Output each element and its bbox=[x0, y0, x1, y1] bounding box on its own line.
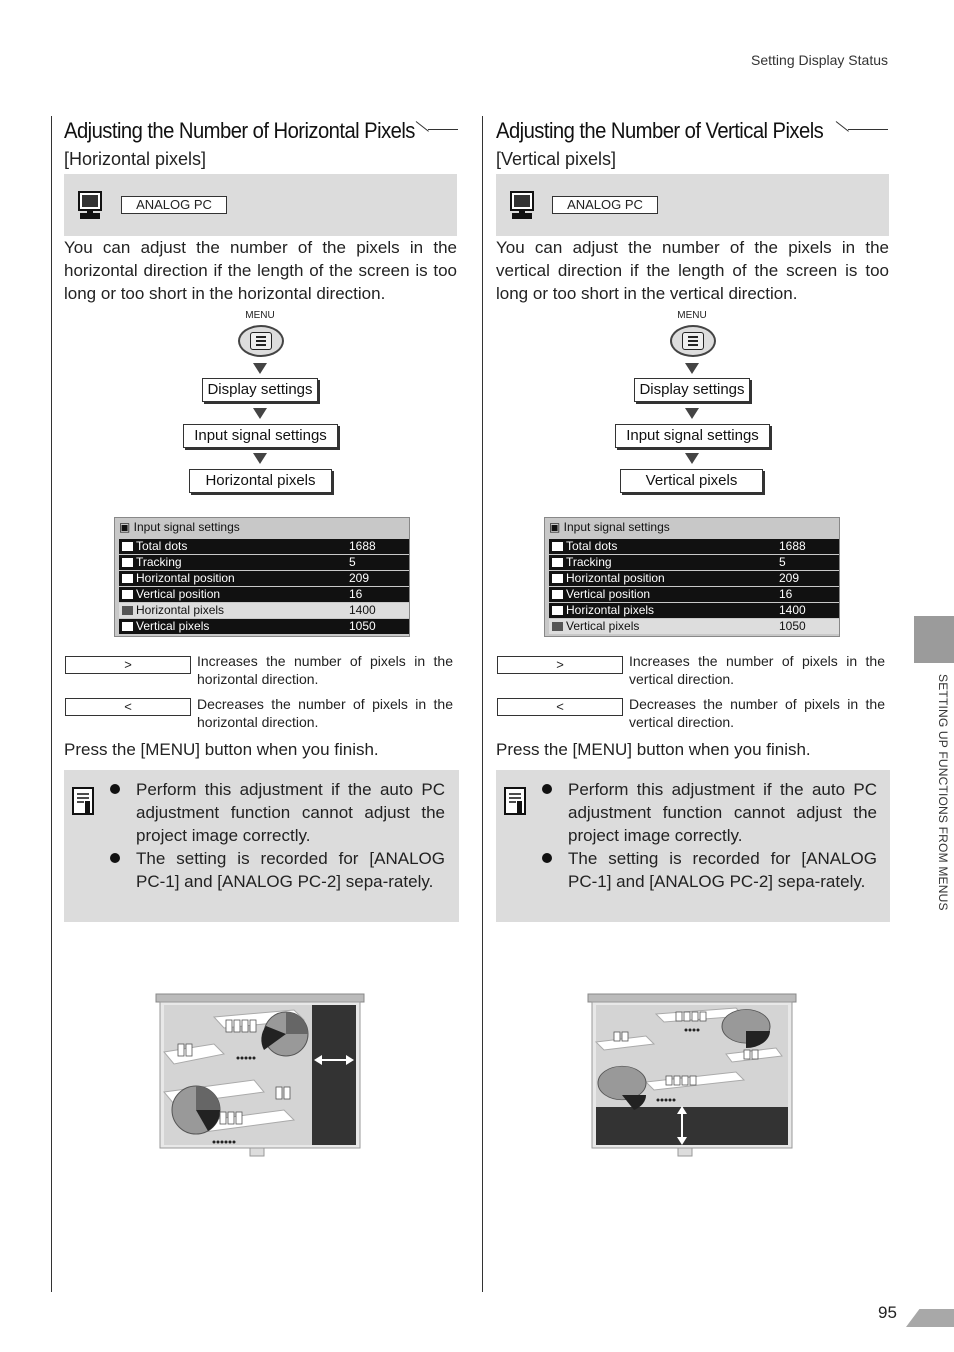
row-icon bbox=[552, 606, 563, 615]
vertical-pixels-section bbox=[496, 112, 892, 1212]
osd-row: Total dots 1688 bbox=[119, 539, 409, 554]
left-key: < bbox=[65, 698, 191, 716]
right-key: > bbox=[65, 656, 191, 674]
flow-vertical-pixels: Vertical pixels bbox=[620, 469, 763, 493]
press-menu-text: Press the [MENU] button when you finish. bbox=[64, 740, 379, 759]
menu-button bbox=[670, 325, 716, 357]
row-icon bbox=[552, 590, 563, 599]
osd-title: ▣ Input signal settings bbox=[119, 520, 240, 534]
osd-input-signal-settings bbox=[544, 517, 840, 637]
title-rule bbox=[428, 129, 458, 130]
osd-row: Vertical position 16 bbox=[119, 587, 409, 602]
projection-screen-vertical-illustration bbox=[586, 992, 798, 1162]
projection-screen-horizontal-illustration bbox=[154, 992, 366, 1162]
flow-arrow bbox=[685, 453, 699, 464]
note-box bbox=[496, 770, 890, 922]
page-number: 95 bbox=[878, 1303, 897, 1322]
bullet bbox=[110, 853, 120, 863]
left-key: < bbox=[497, 698, 623, 716]
section-title: Adjusting the Number of Vertical Pixels bbox=[496, 118, 824, 143]
page-corner-tab bbox=[906, 1309, 954, 1327]
row-icon bbox=[122, 574, 133, 583]
left-key-description: Decreases the number of pixels in the horizontal direction. bbox=[197, 696, 453, 730]
row-icon bbox=[122, 542, 133, 551]
flow-input-signal-settings: Input signal settings bbox=[183, 424, 338, 448]
title-rule-slant bbox=[836, 121, 849, 132]
row-icon bbox=[122, 590, 133, 599]
left-column-rule bbox=[51, 116, 52, 1292]
bullet bbox=[542, 853, 552, 863]
osd-input-signal-settings bbox=[114, 517, 410, 637]
chapter-tab bbox=[914, 616, 954, 663]
bullet bbox=[110, 784, 120, 794]
section-title: Adjusting the Number of Horizontal Pixels bbox=[64, 118, 415, 143]
flow-display-settings: Display settings bbox=[634, 378, 750, 402]
row-icon bbox=[552, 622, 563, 631]
note-icon bbox=[72, 787, 94, 815]
menu-label: MENU bbox=[245, 310, 275, 321]
title-rule-slant bbox=[416, 121, 429, 132]
title-rule bbox=[848, 129, 888, 130]
note-icon bbox=[504, 787, 526, 815]
row-icon bbox=[122, 558, 133, 567]
analog-pc-badge: ANALOG PC bbox=[552, 196, 658, 214]
menu-icon bbox=[682, 332, 704, 350]
osd-row: Total dots 1688 bbox=[549, 539, 839, 554]
chapter-label: SETTING UP FUNCTIONS FROM MENUS bbox=[936, 674, 950, 911]
flow-arrow bbox=[253, 453, 267, 464]
note-item: Perform this adjustment if the auto PC adjustment function cannot adjust the project image correctly. bbox=[568, 780, 877, 845]
left-key-description: Decreases the number of pixels in the vertical direction. bbox=[629, 696, 885, 730]
note-box bbox=[64, 770, 459, 922]
press-menu-text: Press the [MENU] button when you finish. bbox=[496, 740, 811, 759]
right-column-rule bbox=[482, 116, 483, 1292]
flow-arrow bbox=[685, 363, 699, 374]
osd-row: Horizontal position 209 bbox=[119, 571, 409, 586]
osd-row-selected: Vertical pixels 1050 bbox=[549, 619, 839, 634]
section-subtitle: [Vertical pixels] bbox=[496, 149, 617, 169]
osd-row: Horizontal position 209 bbox=[549, 571, 839, 586]
running-header: Setting Display Status bbox=[751, 52, 888, 68]
horizontal-pixels-section bbox=[64, 112, 460, 1212]
bullet bbox=[542, 784, 552, 794]
monitor-icon bbox=[510, 191, 534, 221]
right-key-description: Increases the number of pixels in the horizontal direction. bbox=[197, 653, 453, 687]
row-icon bbox=[552, 542, 563, 551]
flow-display-settings: Display settings bbox=[202, 378, 318, 402]
description: You can adjust the number of the pixels in the vertical direction if the length of the screen is too long or too short in the vertical direction. bbox=[496, 238, 889, 303]
flow-arrow bbox=[685, 408, 699, 419]
analog-pc-badge: ANALOG PC bbox=[121, 196, 227, 214]
osd-row-selected: Horizontal pixels 1400 bbox=[119, 603, 409, 618]
osd-row: Vertical position 16 bbox=[549, 587, 839, 602]
signal-box bbox=[64, 174, 457, 236]
menu-button bbox=[238, 325, 284, 357]
osd-row: Tracking 5 bbox=[549, 555, 839, 570]
menu-icon bbox=[250, 332, 272, 350]
row-icon bbox=[122, 622, 133, 631]
monitor-icon bbox=[78, 191, 102, 221]
note-item: Perform this adjustment if the auto PC adjustment function cannot adjust the project image correctly. bbox=[136, 780, 445, 845]
flow-arrow bbox=[253, 408, 267, 419]
note-item: The setting is recorded for [ANALOG PC-1] and [ANALOG PC-2] sepa-rately. bbox=[568, 849, 877, 891]
row-icon bbox=[122, 606, 133, 615]
osd-title: ▣ Input signal settings bbox=[549, 520, 670, 534]
menu-label: MENU bbox=[677, 310, 707, 321]
row-icon bbox=[552, 558, 563, 567]
description: You can adjust the number of the pixels in the horizontal direction if the length of the screen is too long or too short in the horizontal direction. bbox=[64, 238, 457, 303]
note-item: The setting is recorded for [ANALOG PC-1] and [ANALOG PC-2] sepa-rately. bbox=[136, 849, 445, 891]
osd-row: Vertical pixels 1050 bbox=[119, 619, 409, 634]
row-icon bbox=[552, 574, 563, 583]
signal-box bbox=[496, 174, 889, 236]
flow-input-signal-settings: Input signal settings bbox=[615, 424, 770, 448]
section-subtitle: [Horizontal pixels] bbox=[64, 149, 207, 169]
flow-horizontal-pixels: Horizontal pixels bbox=[189, 469, 332, 493]
right-key: > bbox=[497, 656, 623, 674]
right-key-description: Increases the number of pixels in the vertical direction. bbox=[629, 653, 885, 687]
osd-row: Horizontal pixels 1400 bbox=[549, 603, 839, 618]
flow-arrow bbox=[253, 363, 267, 374]
osd-row: Tracking 5 bbox=[119, 555, 409, 570]
